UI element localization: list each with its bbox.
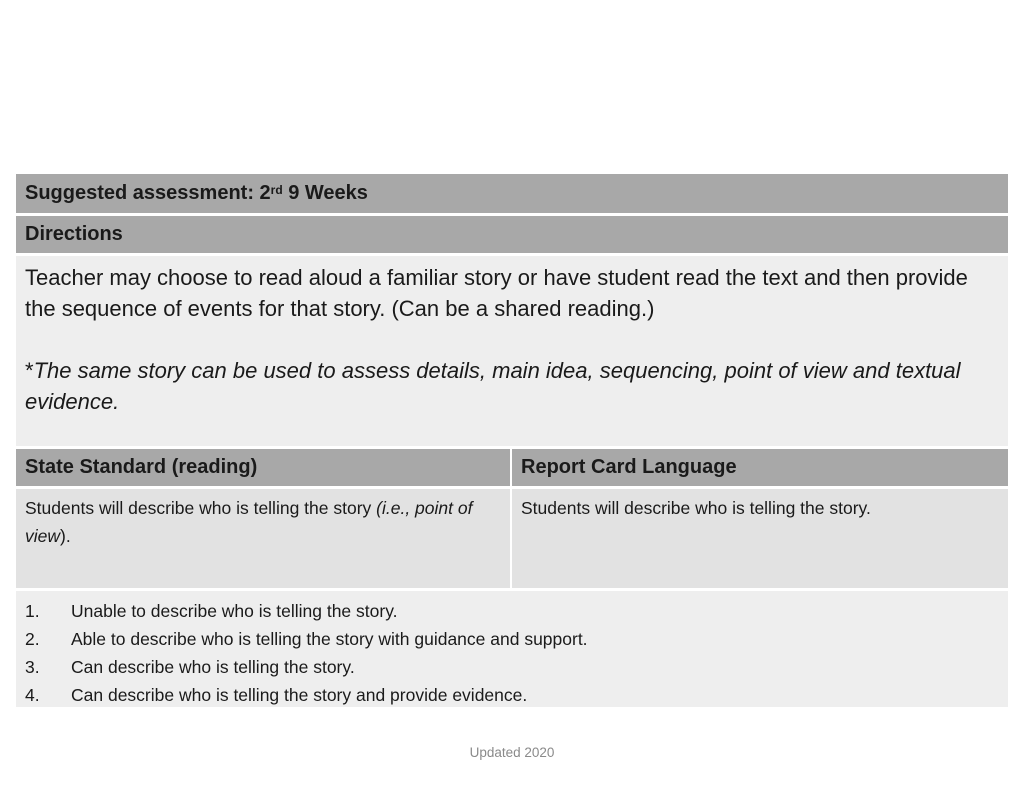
state-standard-text xyxy=(16,489,512,591)
footer-updated xyxy=(0,745,1024,760)
performance-levels xyxy=(16,591,1008,707)
directions-note-text: The same story can be used to assess details, main idea, sequencing, point of view and textual evidence. xyxy=(25,358,961,414)
directions-heading xyxy=(16,216,1008,256)
level-text: Can describe who is telling the story and provide evidence. xyxy=(71,685,528,705)
level-item xyxy=(25,681,999,709)
assessment-title-suffix: 9 Weeks xyxy=(282,182,368,204)
report-card-text xyxy=(512,489,1008,591)
report-card-text-value: Students will describe who is telling the story. xyxy=(521,498,871,518)
level-item xyxy=(25,625,999,653)
report-card-heading-label: Report Card Language xyxy=(521,456,737,478)
report-card-heading xyxy=(512,449,1008,489)
level-item xyxy=(25,653,999,681)
state-standard-heading-label: State Standard (reading) xyxy=(25,456,258,478)
level-number: 3. xyxy=(25,657,40,677)
levels-list xyxy=(25,597,999,709)
state-standard-text-italic: (i.e., point of view xyxy=(25,498,473,546)
directions-body xyxy=(16,256,1008,449)
paragraph-gap xyxy=(25,324,999,355)
directions-note-star: * xyxy=(25,358,34,383)
level-number: 2. xyxy=(25,629,40,649)
level-number: 1. xyxy=(25,601,40,621)
directions-heading-label: Directions xyxy=(25,223,123,245)
footer-text: Updated 2020 xyxy=(469,745,555,760)
standards-header-row xyxy=(16,449,1008,489)
assessment-title xyxy=(16,174,1008,216)
assessment-title-prefix: Suggested assessment: 2 xyxy=(25,182,271,204)
state-standard-text-plain: Students will describe who is telling the story xyxy=(25,498,377,518)
state-standard-text-end: ). xyxy=(60,526,71,546)
level-text: Can describe who is telling the story. xyxy=(71,657,355,677)
level-text: Able to describe who is telling the story with guidance and support. xyxy=(71,629,588,649)
directions-paragraph: Teacher may choose to read aloud a familiar story or have student read the text and then provide the sequence of events for that story. (Can be a shared reading.) xyxy=(25,265,968,321)
assessment-table xyxy=(16,174,1008,707)
directions-note xyxy=(25,355,999,417)
level-text: Unable to describe who is telling the story. xyxy=(71,601,398,621)
standards-body-row xyxy=(16,489,1008,591)
level-number: 4. xyxy=(25,685,40,705)
state-standard-heading xyxy=(16,449,512,489)
assessment-title-sup: rd xyxy=(270,182,283,197)
level-item xyxy=(25,597,999,625)
